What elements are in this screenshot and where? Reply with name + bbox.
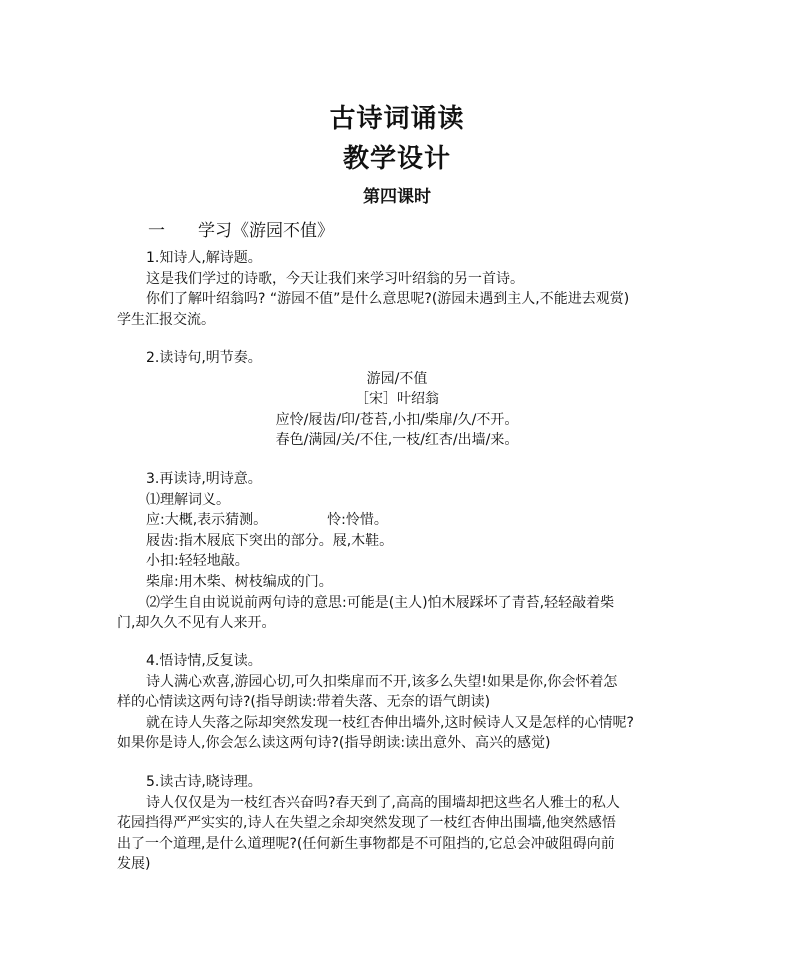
- lesson-label: 第四课时: [363, 187, 431, 207]
- definition-jichi: 屐齿:指木屐底下突出的部分。屐,木鞋。: [146, 532, 394, 549]
- step-1-line: 你们了解叶绍翁吗? “游园不值”是什么意思呢?(游园未遇到主人,不能进去观赏): [146, 291, 630, 308]
- step-5: [117, 772, 677, 875]
- step-3-sub2: ⑵学生自由说说前两句诗的意思:可能是(主人)怕木屐踩坏了青苔,轻轻敲着柴: [146, 594, 615, 611]
- step-1-line: 这是我们学过的诗歌，今天让我们来学习叶绍翁的另一首诗。: [146, 270, 524, 287]
- definition-ying: 应:大概,表示猜测。: [146, 512, 268, 529]
- step-2-heading: 2.读诗句,明节奏。: [146, 350, 262, 366]
- step-3-sub2-cont: 门,却久久不见有人来开。: [117, 615, 276, 632]
- step-4: [117, 651, 677, 754]
- definition-chaifei: 柴扉:用木柴、树枝编成的门。: [146, 573, 333, 590]
- step-5-line: 出了一个道理,是什么道理呢?(任何新生事物都是不可阻挡的,它总会冲破阻碍向前: [117, 835, 615, 852]
- definition-lian: 怜:怜惜。: [327, 512, 388, 529]
- step-1-heading: 1.知诗人,解诗题。: [146, 250, 262, 266]
- document-subtitle: 教学设计: [342, 144, 451, 174]
- step-1: [117, 248, 677, 330]
- section-heading: [148, 216, 334, 241]
- section-number: 一: [148, 221, 165, 241]
- step-5-line: 发展): [117, 856, 151, 873]
- step-5-line: 花园挡得严严实实的,诗人在失望之余却突然发现了一枝红杏伸出围墙,他突然感悟: [117, 815, 616, 832]
- step-5-heading: 5.读古诗,晓诗理。: [146, 774, 262, 790]
- step-4-p1: 诗人满心欢喜,游园心切,可久扣柴扉而不开,该多么失望!如果是你,你会怀着怎: [146, 673, 618, 690]
- step-3-heading: 3.再读诗,明诗意。: [146, 471, 262, 487]
- step-2: [117, 348, 677, 451]
- step-3: [117, 469, 677, 634]
- step-4-p1-cont: 样的心情读这两句诗?(指导朗读:带着失落、无奈的语气朗读): [117, 694, 491, 711]
- poem-line: 春色/满园/关/不住,一枝/红杏/出墙/来。: [275, 432, 519, 449]
- step-4-p2-cont: 如果你是诗人,你会怎么读这两句诗?(指导朗读:读出意外、高兴的感觉): [117, 735, 551, 752]
- document-title: 古诗词诵读: [329, 104, 465, 134]
- definition-row: [117, 510, 677, 531]
- poem-author: ［宋］叶绍翁: [355, 391, 439, 408]
- step-3-sub1: ⑴理解词义。: [146, 491, 230, 508]
- step-4-p2: 就在诗人失落之际却突然发现一枝红杏伸出墙外,这时候诗人又是怎样的心情呢?: [146, 714, 634, 731]
- section-title: 学习《游园不值》: [198, 221, 334, 241]
- poem-title: 游园/不值: [366, 370, 428, 387]
- definition-xiaokou: 小扣:轻轻地敲。: [146, 553, 249, 570]
- step-5-line: 诗人仅仅是为一枝红杏兴奋吗?春天到了,高高的围墙却把这些名人雅士的私人: [146, 794, 620, 811]
- step-1-line: 学生汇报交流。: [117, 311, 215, 328]
- poem-line: 应怜/屐齿/印/苍苔,小扣/柴扉/久/不开。: [275, 411, 519, 428]
- step-4-heading: 4.悟诗情,反复读。: [146, 653, 262, 669]
